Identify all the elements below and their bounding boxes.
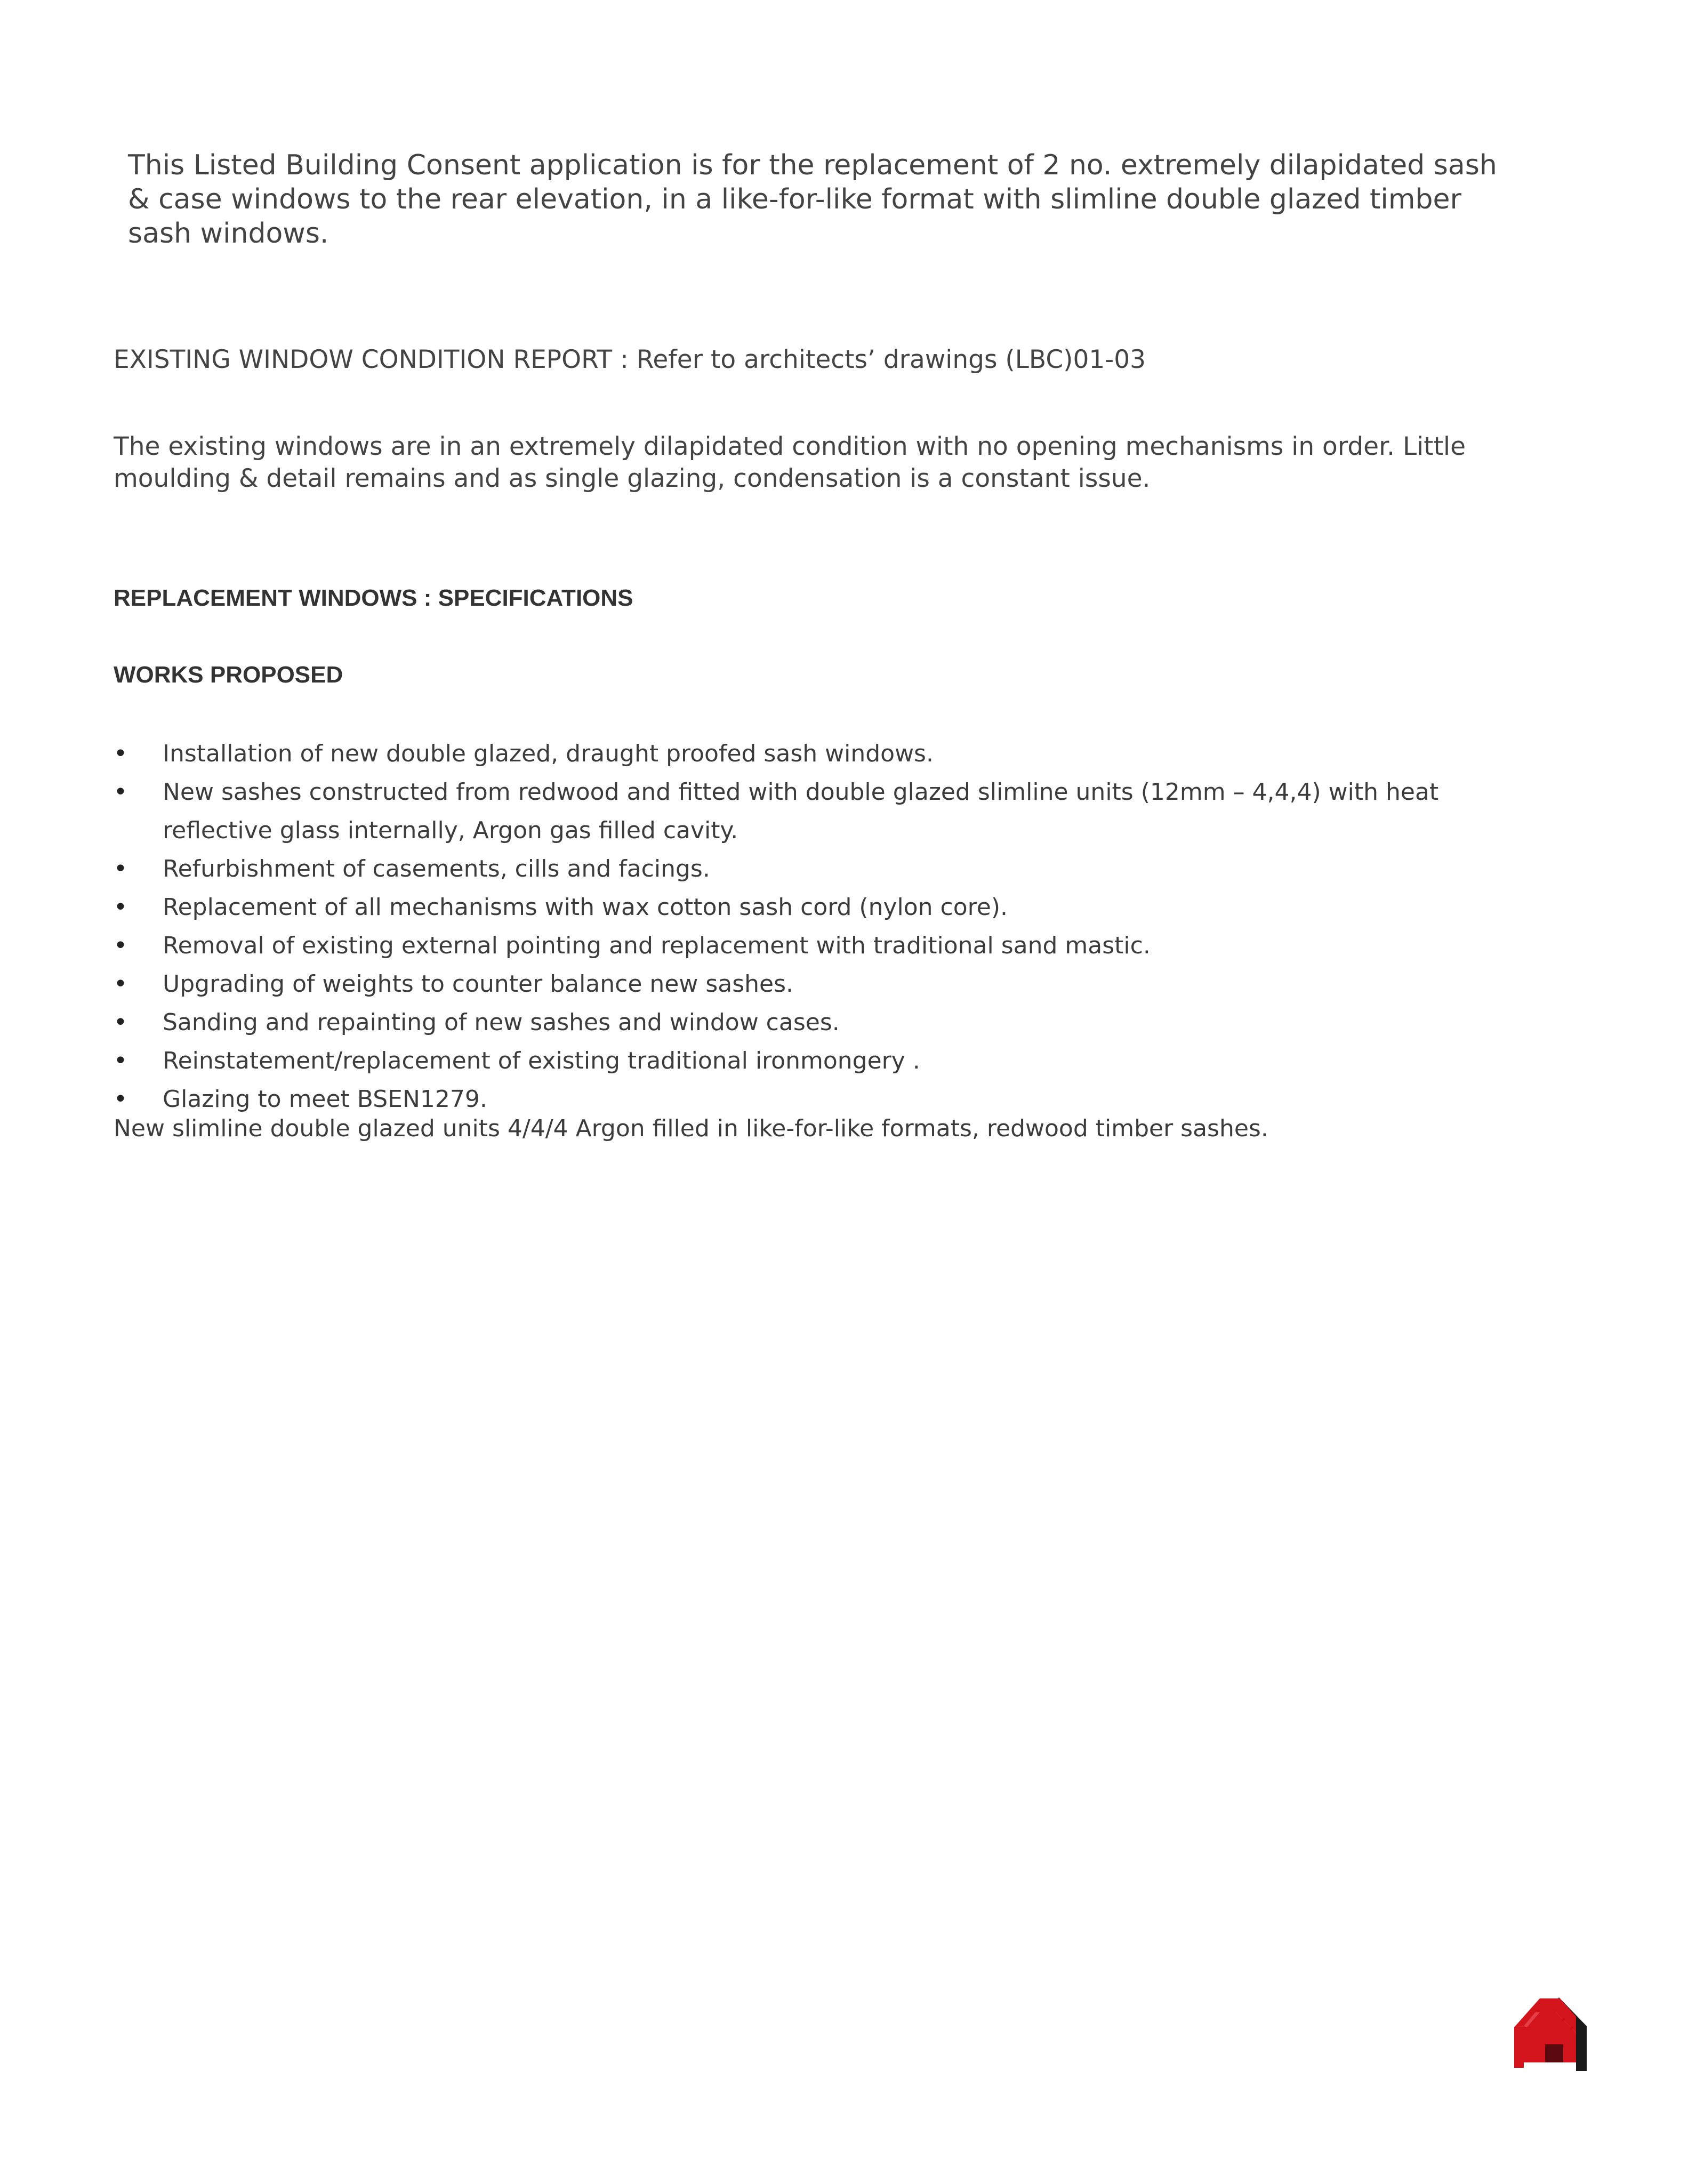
list-item: • Sanding and repainting of new sashes and window cases. (114, 1003, 1478, 1042)
works-list (114, 735, 1478, 1119)
works-proposed-heading: WORKS PROPOSED (114, 662, 343, 688)
condition-report-title: EXISTING WINDOW CONDITION REPORT : Refer to architects’ drawings (LBC)01-03 (114, 345, 1146, 374)
closing-text: New slimline double glazed units 4/4/4 Argon filled in like-for-like formats, redwood timber sashes. (114, 1115, 1268, 1142)
intro-paragraph: This Listed Building Consent application is for the replacement of 2 no. extremely dilapidated sash & case windows to the rear elevation, in a like-for-like format with slimline double glazed timber sash windows. (128, 149, 1497, 250)
list-item: • Reinstatement/replacement of existing traditional ironmongery . (114, 1042, 1478, 1080)
list-item: • Replacement of all mechanisms with wax cotton sash cord (nylon core). (114, 888, 1478, 927)
specifications-heading: REPLACEMENT WINDOWS : SPECIFICATIONS (114, 585, 633, 611)
list-item: • Removal of existing external pointing and replacement with traditional sand mastic. (114, 927, 1478, 965)
list-item: • New sashes constructed from redwood and fitted with double glazed slimline units (12mm – 4,4,4) with heat reflective glass internally, Argon gas filled cavity. (114, 773, 1478, 850)
list-item: • Glazing to meet BSEN1279. (114, 1080, 1478, 1119)
condition-report-text: The existing windows are in an extremely dilapidated condition with no opening mechanisms in order. Little moulding & detail remains and as single glazing, condensation is a constant issue. (114, 432, 1466, 493)
list-item: • Upgrading of weights to counter balance new sashes. (114, 965, 1478, 1003)
list-item: • Refurbishment of casements, cills and facings. (114, 850, 1478, 888)
list-item: • Installation of new double glazed, draught proofed sash windows. (114, 735, 1478, 773)
house-logo-icon (1508, 1993, 1588, 2073)
